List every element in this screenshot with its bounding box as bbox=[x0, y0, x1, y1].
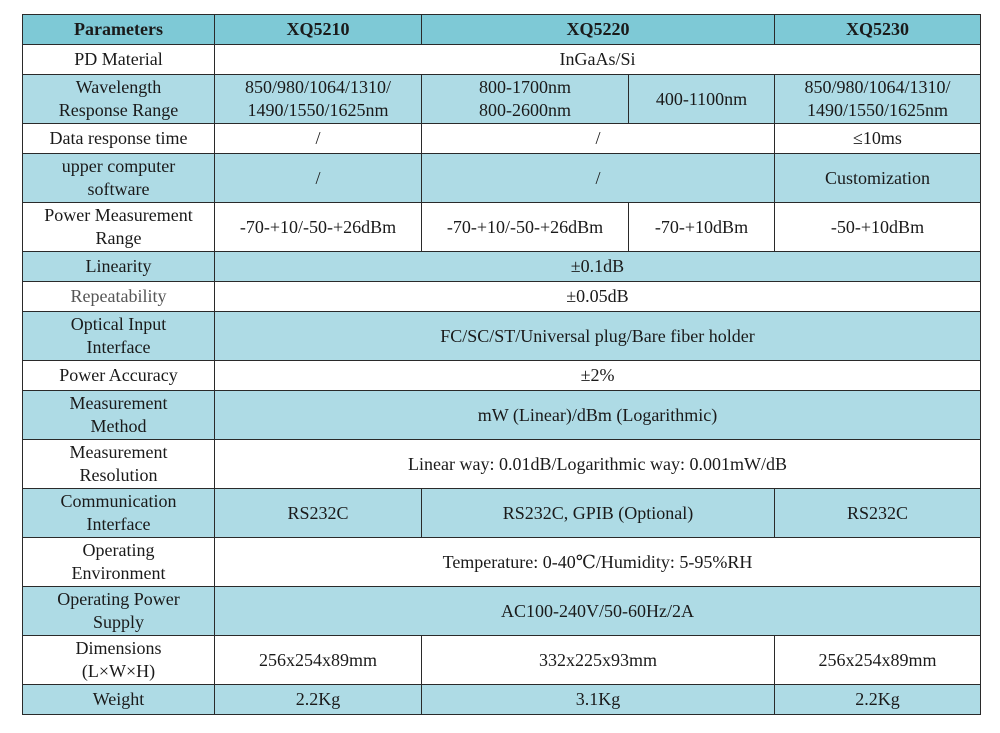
cell-value: ±0.1dB bbox=[215, 252, 981, 282]
cell-xq5210: 2.2Kg bbox=[215, 685, 422, 715]
row-linearity bbox=[23, 252, 981, 282]
cell-xq5230: 256x254x89mm bbox=[775, 636, 981, 685]
row-data-response bbox=[23, 124, 981, 154]
cell-xq5220: / bbox=[422, 154, 775, 203]
header-row bbox=[23, 15, 981, 45]
cell-xq5220: 332x225x93mm bbox=[422, 636, 775, 685]
row-label: Weight bbox=[23, 685, 215, 715]
cell-xq5210: 850/980/1064/1310/ 1490/1550/1625nm bbox=[215, 75, 422, 124]
row-measurement-resolution bbox=[23, 440, 981, 489]
cell-xq5220-b: 400-1100nm bbox=[629, 75, 775, 124]
row-weight bbox=[23, 685, 981, 715]
row-label: Power Accuracy bbox=[23, 361, 215, 391]
cell-xq5210: -70-+10/-50-+26dBm bbox=[215, 203, 422, 252]
row-label: PD Material bbox=[23, 45, 215, 75]
row-measurement-method bbox=[23, 391, 981, 440]
cell-xq5230: -50-+10dBm bbox=[775, 203, 981, 252]
cell-value: Temperature: 0-40℃/Humidity: 5-95%RH bbox=[215, 538, 981, 587]
cell-value: FC/SC/ST/Universal plug/Bare fiber holder bbox=[215, 312, 981, 361]
row-communication-interface bbox=[23, 489, 981, 538]
row-repeatability bbox=[23, 282, 981, 312]
row-operating-environment bbox=[23, 538, 981, 587]
spec-table bbox=[22, 14, 981, 715]
row-optical-input bbox=[23, 312, 981, 361]
row-label: Communication Interface bbox=[23, 489, 215, 538]
cell-xq5220-b: -70-+10dBm bbox=[629, 203, 775, 252]
cell-xq5230: ≤10ms bbox=[775, 124, 981, 154]
cell-xq5220: / bbox=[422, 124, 775, 154]
header-xq5210: XQ5210 bbox=[215, 15, 422, 45]
row-label: Measurement Resolution bbox=[23, 440, 215, 489]
row-label: Optical Input Interface bbox=[23, 312, 215, 361]
cell-xq5220: 3.1Kg bbox=[422, 685, 775, 715]
cell-xq5230: RS232C bbox=[775, 489, 981, 538]
row-label: Wavelength Response Range bbox=[23, 75, 215, 124]
row-pd-material bbox=[23, 45, 981, 75]
header-xq5230: XQ5230 bbox=[775, 15, 981, 45]
row-label: Operating Environment bbox=[23, 538, 215, 587]
row-label: Linearity bbox=[23, 252, 215, 282]
cell-value: mW (Linear)/dBm (Logarithmic) bbox=[215, 391, 981, 440]
cell-xq5210: 256x254x89mm bbox=[215, 636, 422, 685]
cell-xq5220-a: 800-1700nm 800-2600nm bbox=[422, 75, 629, 124]
cell-xq5210: / bbox=[215, 154, 422, 203]
cell-value: ±2% bbox=[215, 361, 981, 391]
cell-xq5230: Customization bbox=[775, 154, 981, 203]
row-power-range bbox=[23, 203, 981, 252]
row-power-supply bbox=[23, 587, 981, 636]
row-label: Repeatability bbox=[23, 282, 215, 312]
cell-xq5210: RS232C bbox=[215, 489, 422, 538]
row-label: Power Measurement Range bbox=[23, 203, 215, 252]
row-label: Data response time bbox=[23, 124, 215, 154]
row-dimensions bbox=[23, 636, 981, 685]
cell-value: InGaAs/Si bbox=[215, 45, 981, 75]
cell-value: Linear way: 0.01dB/Logarithmic way: 0.001mW/dB bbox=[215, 440, 981, 489]
cell-xq5230: 2.2Kg bbox=[775, 685, 981, 715]
row-label: upper computer software bbox=[23, 154, 215, 203]
header-parameters: Parameters bbox=[23, 15, 215, 45]
header-xq5220: XQ5220 bbox=[422, 15, 775, 45]
row-label: Dimensions (L×W×H) bbox=[23, 636, 215, 685]
row-upper-software bbox=[23, 154, 981, 203]
cell-value: AC100-240V/50-60Hz/2A bbox=[215, 587, 981, 636]
row-wavelength bbox=[23, 75, 981, 124]
row-power-accuracy bbox=[23, 361, 981, 391]
cell-xq5220: RS232C, GPIB (Optional) bbox=[422, 489, 775, 538]
cell-value: ±0.05dB bbox=[215, 282, 981, 312]
row-label: Measurement Method bbox=[23, 391, 215, 440]
row-label: Operating Power Supply bbox=[23, 587, 215, 636]
cell-xq5230: 850/980/1064/1310/ 1490/1550/1625nm bbox=[775, 75, 981, 124]
cell-xq5210: / bbox=[215, 124, 422, 154]
cell-xq5220-a: -70-+10/-50-+26dBm bbox=[422, 203, 629, 252]
